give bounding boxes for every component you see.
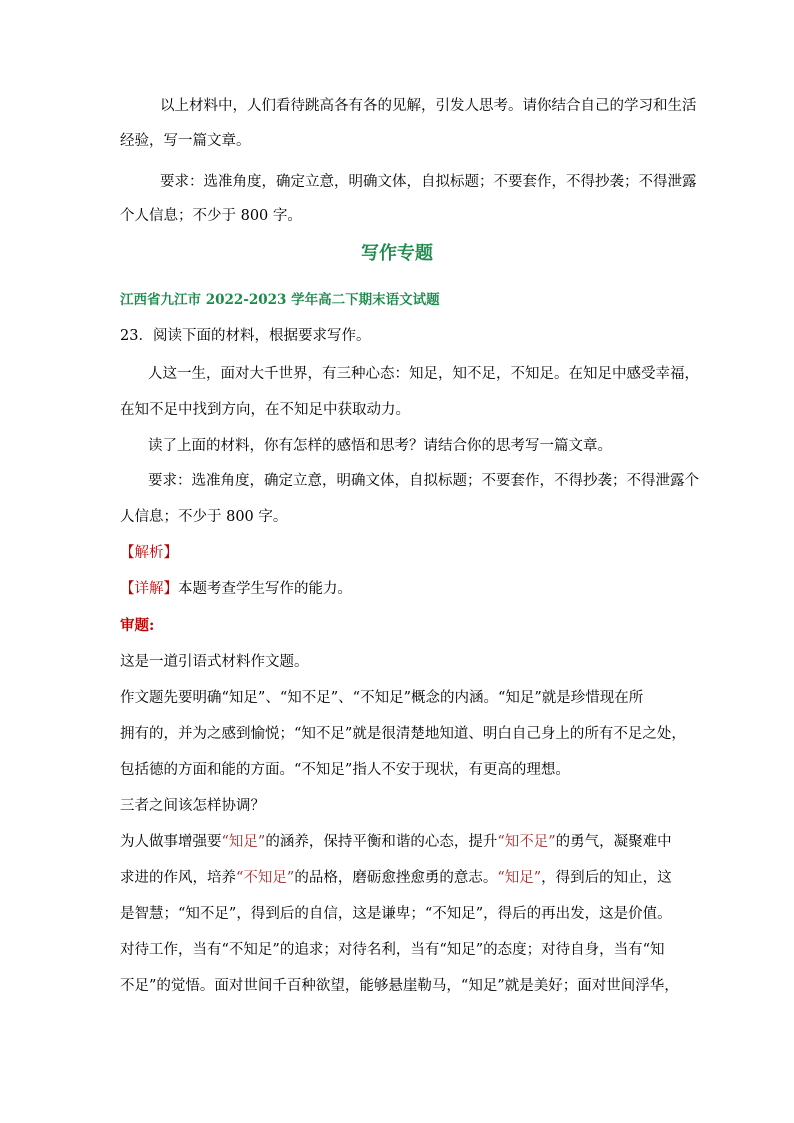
line6-highlight-zhizu: “知足” <box>221 834 266 850</box>
analysis-line-4: 包括德的方面和能的方面。“不知足”指人不安于现状，有更高的理想。 <box>120 762 570 778</box>
detail-text: 本题考查学生写作的能力。 <box>178 581 352 597</box>
line7-highlight-buzhizu: “不知足” <box>236 870 295 886</box>
shenti-heading: 审题: <box>120 617 155 634</box>
requirement-line-2: 人信息；不少于 800 字。 <box>120 509 288 525</box>
question-stem: 23．阅读下面的材料，根据要求写作。 <box>120 328 371 344</box>
prev-paragraph-line-1: 以上材料中，人们看待跳高各有各的见解，引发人思考。请你结合自己的学习和生活 <box>160 98 697 114</box>
analysis-tag: 【解析】 <box>120 545 178 561</box>
analysis-line-7 <box>120 868 672 888</box>
prev-paragraph-line-2: 经验，写一篇文章。 <box>120 133 251 149</box>
detail-tag: 【详解】 <box>120 581 178 597</box>
prev-requirement-line-1: 要求：选准角度，确定立意，明确文体，自拟标题；不要套作，不得抄袭；不得泄露 <box>160 174 697 190</box>
line6-part-e: 的勇气，凝聚难中 <box>555 834 672 850</box>
line6-highlight-zhibuzu: “知不足” <box>497 834 556 850</box>
prev-requirement-line-2: 个人信息；不少于 800 字。 <box>120 208 302 224</box>
line7-highlight-zhizu: “知足” <box>497 870 542 886</box>
analysis-line-10: 不足”的觉悟。面对世间千百种欲望，能够悬崖勒马，“知足”就是美好；面对世间浮华， <box>120 978 679 994</box>
line7-part-a: 求进的作风，培养 <box>120 870 236 886</box>
analysis-line-2: 作文题先要明确“知足”、“知不足”、“不知足”概念的内涵。“知足”就是珍惜现在所 <box>120 690 644 706</box>
analysis-line-1: 这是一道引语式材料作文题。 <box>120 654 309 670</box>
line7-part-c: 的品格，磨砺愈挫愈勇的意志。 <box>294 870 498 886</box>
analysis-line-3: 拥有的，并为之感到愉悦；“知不足”就是很清楚地知道、明白自己身上的所有不足之处， <box>120 726 686 742</box>
line6-part-a: 为人做事增强要 <box>120 834 222 850</box>
analysis-line-6 <box>120 832 672 852</box>
line7-part-e: ，得到后的知止，这 <box>541 870 672 886</box>
prompt-line: 读了上面的材料，你有怎样的感悟和思考？请结合你的思考写一篇文章。 <box>148 438 612 454</box>
analysis-line-5: 三者之间该怎样协调？ <box>120 798 265 814</box>
line6-part-c: 的涵养，保持平衡和谐的心态，提升 <box>265 834 498 850</box>
analysis-line-9: 对待工作，当有“不知足”的追求；对待名利，当有“知足”的态度；对待自身，当有“知 <box>120 942 665 958</box>
requirement-line-1: 要求：选准角度，确定立意，明确文体，自拟标题；不要套作，不得抄袭；不得泄露个 <box>148 473 699 489</box>
section-title: 写作专题 <box>361 243 433 264</box>
detail-line <box>120 579 352 599</box>
material-line-1: 人这一生，面对大千世界，有三种心态：知足，知不足，不知足。在知足中感受幸福， <box>148 366 699 382</box>
exam-source: 江西省九江市 2022-2023 学年高二下期末语文试题 <box>120 292 440 308</box>
material-line-2: 在知不足中找到方向，在不知足中获取动力。 <box>120 402 410 418</box>
analysis-line-8: 是智慧；“知不足”，得到后的自信，这是谦卑；“不知足”，得后的再出发，这是价值。 <box>120 906 672 922</box>
